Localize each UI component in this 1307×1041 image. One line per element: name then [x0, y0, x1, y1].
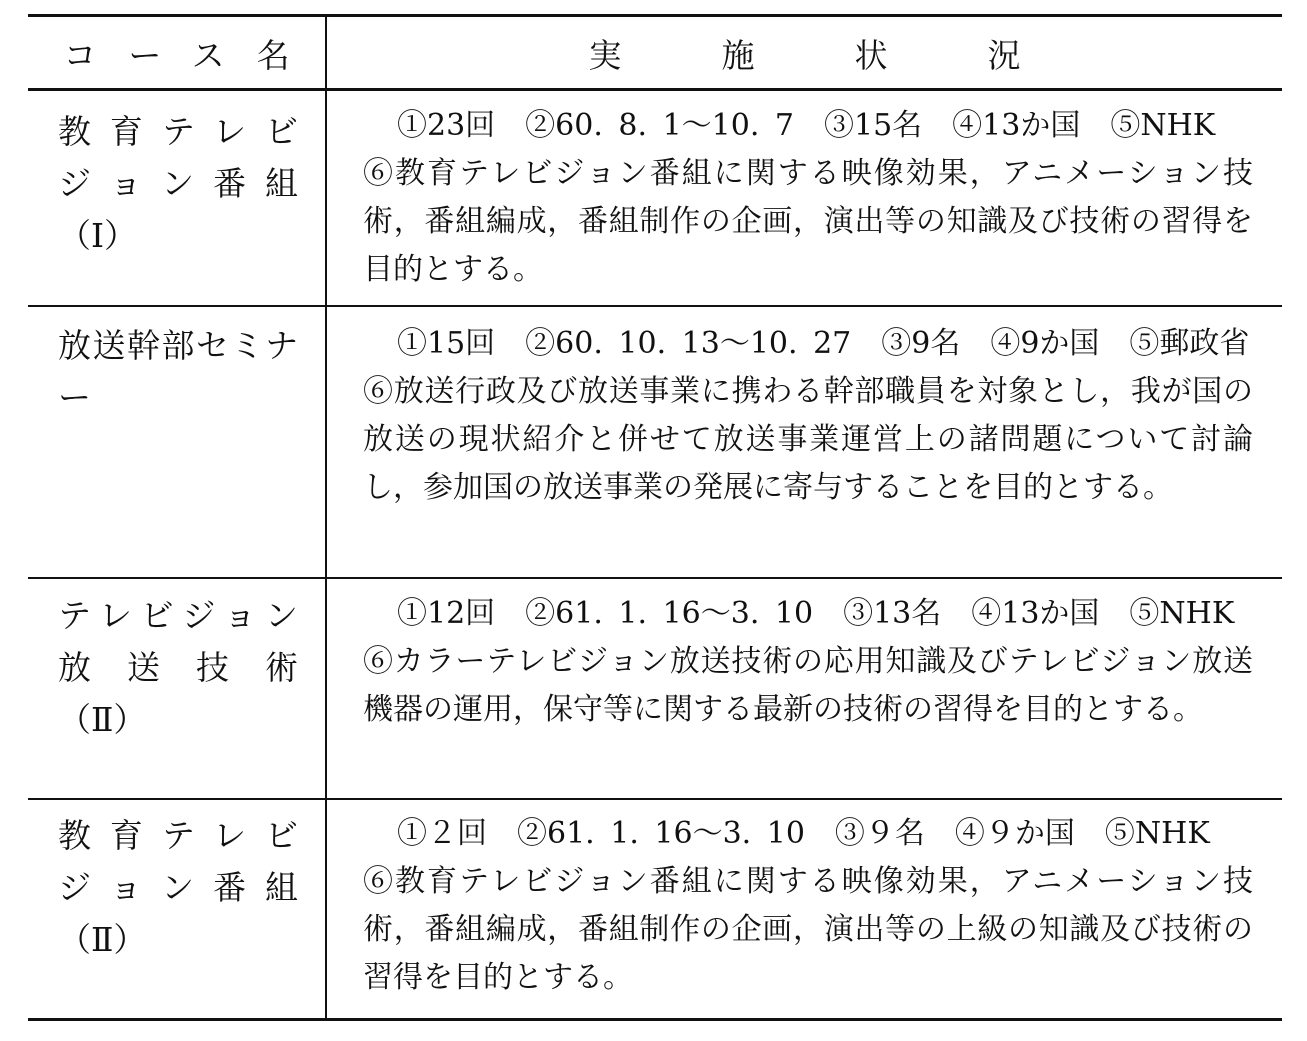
training-course-table	[28, 14, 1282, 1022]
status-summary: ①２回 ②61. 1. 16～3. 10 ③９名 ④９か国 ⑤NHK	[397, 816, 1210, 851]
table-row-status	[363, 810, 1253, 1002]
course-name-line: 教育テレビ	[58, 816, 298, 855]
row-divider	[28, 798, 1282, 800]
column-header-status: 実施状況	[588, 36, 1121, 75]
table-row-status	[363, 320, 1253, 512]
course-name-line: （Ⅰ）	[58, 216, 138, 255]
header-bottom-rule	[28, 88, 1282, 91]
course-name-line: テレビジョン	[58, 596, 298, 635]
table-row-status	[363, 102, 1253, 294]
course-name-line: 教育テレビ	[58, 112, 298, 151]
table-top-rule	[28, 14, 1282, 17]
course-name-line: （Ⅱ）	[58, 700, 147, 739]
column-divider	[325, 14, 327, 1018]
status-summary: ①15回 ②60. 10. 13～10. 27 ③9名 ④9か国 ⑤郵政省	[397, 326, 1250, 361]
status-summary: ①12回 ②61. 1. 16～3. 10 ③13名 ④13か国 ⑤NHK	[397, 596, 1235, 631]
row-divider	[28, 577, 1282, 579]
status-summary: ①23回 ②60. 8. 1～10. 7 ③15名 ④13か国 ⑤NHK	[397, 108, 1216, 143]
course-name-line: 放送技術	[58, 648, 298, 687]
status-description: ⑥カラーテレビジョン放送技術の応用知識及びテレビジョン放送機器の運用，保守等に関する最新の技術の習得を目的とする。	[363, 644, 1253, 727]
course-name-line: ー	[58, 378, 91, 417]
course-name-line: ジョン番組	[58, 164, 298, 203]
table-row-course-name	[58, 590, 298, 746]
table-row-course-name	[58, 320, 298, 424]
status-description: ⑥放送行政及び放送事業に携わる幹部職員を対象とし，我が国の放送の現状紹介と併せて放送事業運営上の諸問題について討論し，参加国の放送事業の発展に寄与することを目的とする。	[363, 374, 1253, 505]
course-name-line: ジョン番組	[58, 868, 298, 907]
table-row-course-name	[58, 106, 298, 262]
status-description: ⑥教育テレビジョン番組に関する映像効果，アニメーション技術，番組編成，番組制作の企画，演出等の上級の知識及び技術の習得を目的とする。	[363, 864, 1253, 995]
course-name-line: 放送幹部セミナ	[58, 326, 298, 365]
column-header-course-name: コース名	[63, 36, 322, 75]
table-bottom-rule	[28, 1018, 1282, 1021]
table-row-course-name	[58, 810, 298, 966]
course-name-line: （Ⅱ）	[58, 920, 147, 959]
row-divider	[28, 305, 1282, 307]
table-row-status	[363, 590, 1253, 734]
status-description: ⑥教育テレビジョン番組に関する映像効果，アニメーション技術，番組編成，番組制作の企画，演出等の知識及び技術の習得を目的とする。	[363, 156, 1253, 287]
